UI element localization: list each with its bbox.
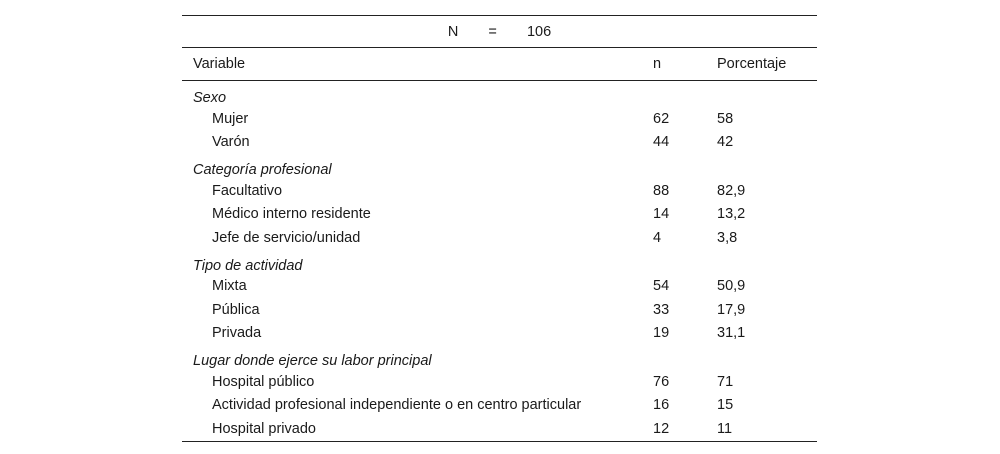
table-row [182, 298, 817, 322]
table-row [182, 417, 817, 442]
row-n: 12 [653, 417, 714, 442]
row-percent: 58 [717, 110, 734, 127]
group-row-categoria [182, 154, 817, 179]
row-n: 19 [653, 325, 670, 342]
sample-size-cell [182, 16, 817, 48]
row-percent: 3,8 [717, 229, 738, 246]
header-n: n [653, 48, 714, 81]
demographics-table [182, 15, 817, 442]
table-row [182, 203, 817, 227]
table-row [182, 226, 817, 250]
row-label: Privada [212, 325, 262, 342]
row-label: Hospital privado [182, 417, 653, 442]
row-n: 14 [653, 206, 670, 223]
row-label: Médico interno residente [212, 206, 371, 223]
row-label: Jefe de servicio/unidad [212, 229, 361, 246]
group-row-lugar [182, 345, 817, 370]
row-percent: 42 [717, 134, 734, 151]
table-row [182, 370, 817, 394]
row-percent: 50,9 [717, 278, 746, 295]
row-n: 33 [653, 301, 670, 318]
row-label: Facultativo [212, 182, 283, 199]
table-row [182, 275, 817, 299]
table-row [182, 131, 817, 155]
group-title: Lugar donde ejerce su labor principal [193, 353, 432, 369]
row-percent: 15 [717, 397, 734, 414]
sample-size-row [182, 16, 817, 48]
row-label: Actividad profesional independiente o en centro particular [212, 397, 582, 414]
group-row-tipo-actividad [182, 250, 817, 275]
group-title: Tipo de actividad [193, 257, 303, 274]
row-n: 4 [653, 229, 662, 246]
header-row [182, 48, 817, 81]
row-percent: 71 [717, 373, 734, 390]
row-percent: 11 [714, 417, 817, 442]
group-row-sexo [182, 81, 817, 108]
row-label: Mixta [212, 278, 247, 295]
row-n: 16 [653, 397, 670, 414]
group-title: Categoría profesional [193, 162, 332, 178]
table-row [182, 179, 817, 203]
sample-size-label: N [447, 23, 459, 40]
row-label: Varón [212, 134, 250, 151]
row-n: 62 [653, 110, 670, 127]
sample-size-equals: = [488, 23, 497, 40]
table-row [182, 107, 817, 131]
row-percent: 13,2 [717, 206, 746, 223]
table-row [182, 394, 817, 418]
row-n: 88 [653, 182, 670, 199]
group-title: Sexo [193, 90, 227, 106]
sample-size-value: 106 [526, 23, 552, 40]
row-n: 54 [653, 278, 670, 295]
row-percent: 17,9 [717, 301, 746, 318]
row-percent: 82,9 [717, 182, 746, 199]
row-label: Hospital público [212, 373, 315, 390]
row-label: Mujer [212, 110, 249, 127]
header-variable: Variable [182, 48, 653, 81]
row-n: 76 [653, 373, 670, 390]
row-percent: 31,1 [717, 325, 746, 342]
table-row [182, 322, 817, 346]
demographics-table-container [182, 15, 817, 442]
row-n: 44 [653, 134, 670, 151]
row-label: Pública [212, 301, 260, 318]
header-percent: Porcentaje [714, 48, 817, 81]
